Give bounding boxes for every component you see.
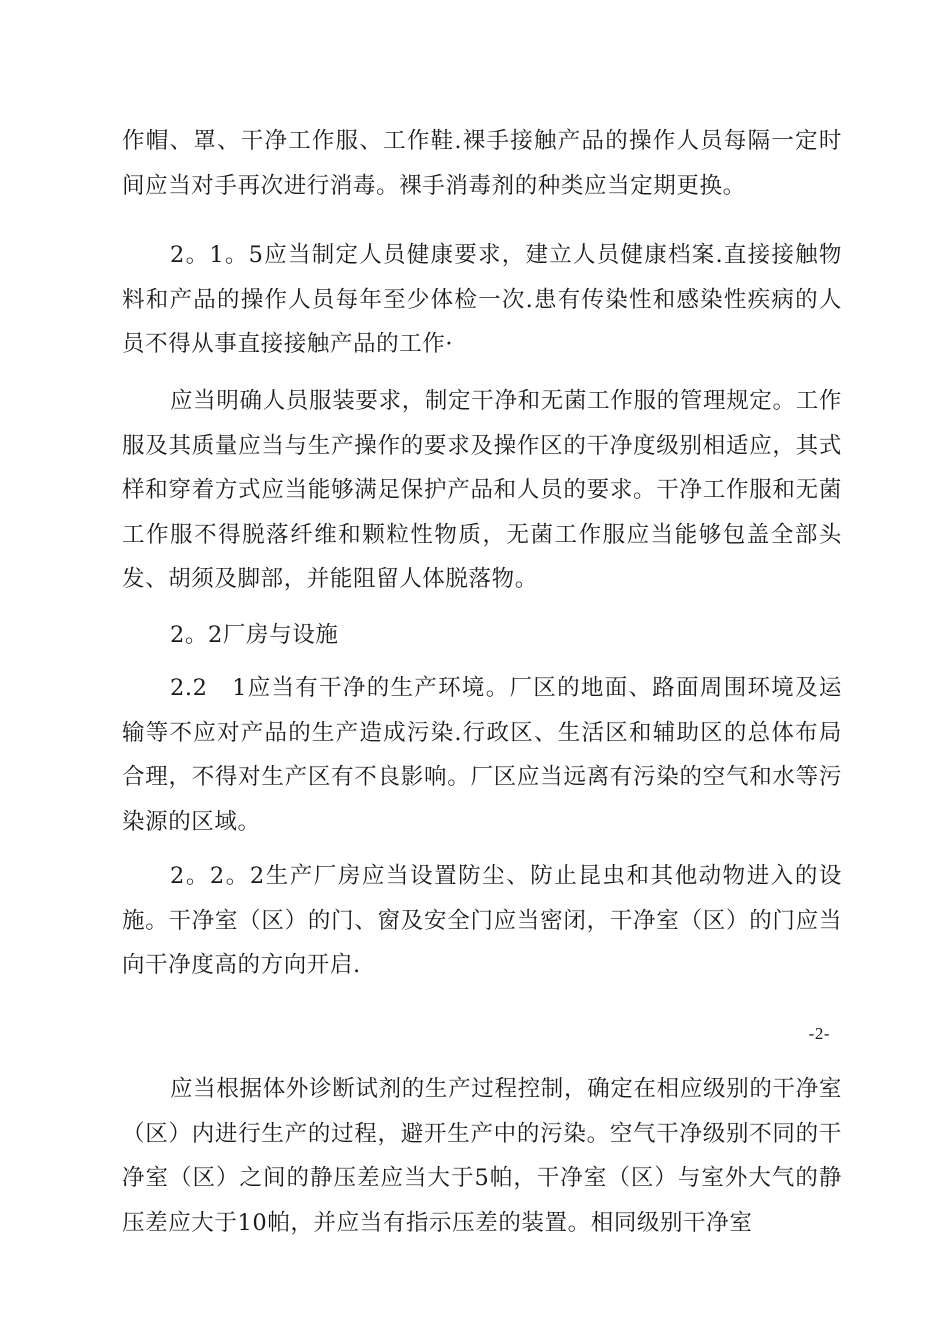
paragraph-section-2-2-2 — [122, 854, 842, 988]
paragraph-text: 应当明确人员服装要求，制定干净和无菌工作服的管理规定。工作服及其质量应当与生产操作的要求及操作区的干净度级别相适应，其式样和穿着方式应当能够满足保护产品和人员的要求。干净工作服和无菌工作服不得脱落纤维和颗粒性物质，无菌工作服应当能够包盖全部头发、胡须及脚部，并能阻留人体脱落物。 — [122, 388, 842, 592]
paragraph-section-2-2-1 — [122, 666, 842, 844]
paragraph-text: 2。1。5应当制定人员健康要求，建立人员健康档案.直接接触物料和产品的操作人员每年至少体检一次.患有传染性和感染性疾病的人员不得从事直接接触产品的工作· — [122, 242, 842, 357]
paragraph-top-continuation — [122, 119, 842, 208]
paragraph-next-page — [122, 1067, 842, 1245]
paragraph-section-2-1-5 — [122, 233, 842, 367]
paragraph-text: 应当根据体外诊断试剂的生产过程控制，确定在相应级别的干净室（区）内进行生产的过程，避开生产中的污染。空气干净级别不同的干净室（区）之间的静压差应当大于5帕，干净室（区）与室外大气的静压差应大于10帕，并应当有指示压差的装置。相同级别干净室 — [122, 1076, 842, 1236]
paragraph-text: 2.2 1应当有干净的生产环境。厂区的地面、路面周围环境及运输等不应对产品的生产造成污染.行政区、生活区和辅助区的总体布局合理，不得对生产区有不良影响。厂区应当远离有污染的空气和水等污染源的区域。 — [122, 675, 842, 835]
paragraph-text: 作帽、罩、干净工作服、工作鞋.裸手接触产品的操作人员每隔一定时间应当对手再次进行消毒。裸手消毒剂的种类应当定期更换。 — [122, 128, 842, 199]
paragraph-clothing-requirements — [122, 379, 842, 602]
page-number: -2- — [808, 1024, 830, 1043]
section-heading-text: 2。2厂房与设施 — [170, 622, 339, 648]
section-heading-2-2 — [122, 613, 842, 658]
paragraph-text: 2。2。2生产厂房应当设置防尘、防止昆虫和其他动物进入的设施。干净室（区）的门、窗及安全门应当密闭，干净室（区）的门应当向干净度高的方向开启. — [122, 863, 842, 978]
